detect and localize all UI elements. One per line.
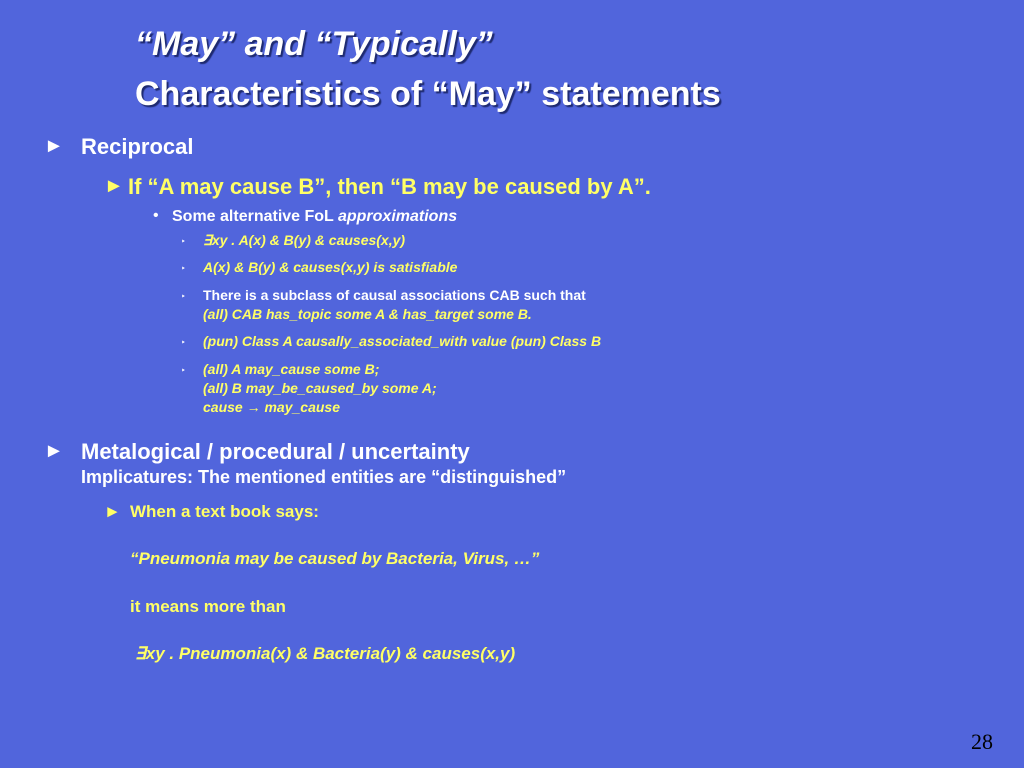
- bullet-if-statement: If “A may cause B”, then “B may be caused by A”.: [128, 174, 651, 199]
- alt-prefix-text: Some alternative FoL: [172, 208, 338, 225]
- sub-item-exists-formula: ∃xy . A(x) & B(y) & causes(x,y): [203, 232, 406, 248]
- slide-title-line1: “May” and “Typically”: [135, 25, 493, 63]
- bullet-reciprocal: Reciprocal: [81, 134, 194, 159]
- sub-item-pun-class: (pun) Class A causally_associated_with value (pun) Class B: [203, 333, 602, 349]
- cause-text: cause: [203, 399, 247, 415]
- bullet-arrow-icon: ►: [44, 135, 64, 157]
- sub-bullet-arrow-icon: ►: [104, 502, 121, 521]
- pneumonia-formula: ∃xy . Pneumonia(x) & Bacteria(y) & causes(x,y): [135, 644, 516, 663]
- means-more-than-text: it means more than: [130, 597, 286, 616]
- page-number: 28: [971, 729, 993, 754]
- triangle-bullet-icon: ‣: [181, 237, 186, 246]
- triangle-bullet-icon: ‣: [181, 366, 186, 375]
- may-cause-text: may_cause: [260, 399, 340, 415]
- triangle-bullet-icon: ‣: [181, 264, 186, 273]
- implicatures-text: Implicatures: The mentioned entities are “distinguished”: [81, 467, 567, 487]
- bullet-alternative-approximations: [172, 208, 457, 226]
- pneumonia-quote: “Pneumonia may be caused by Bacteria, Virus, …”: [130, 549, 540, 568]
- sub-item-satisfiable: A(x) & B(y) & causes(x,y) is satisfiable: [203, 259, 458, 275]
- bullet-arrow-icon: ►: [44, 440, 64, 462]
- triangle-bullet-icon: ‣: [181, 338, 186, 347]
- dot-bullet-icon: •: [153, 207, 159, 224]
- right-arrow-icon: →: [246, 399, 261, 415]
- sub-item-subclass-line2: (all) CAB has_topic some A & has_target some B.: [203, 306, 532, 322]
- bullet-metalogical: Metalogical / procedural / uncertainty: [81, 439, 470, 464]
- triangle-bullet-icon: ‣: [181, 292, 186, 301]
- sub-item-may-cause-line2: (all) B may_be_caused_by some A;: [203, 380, 437, 396]
- alt-emphasis-text: approximations: [337, 208, 458, 225]
- sub-item-subclass-line1: There is a subclass of causal associations CAB such that: [203, 287, 586, 303]
- sub-bullet-arrow-icon: ►: [104, 175, 124, 197]
- slide-title-line2: Characteristics of “May” statements: [135, 75, 721, 113]
- bullet-text-book: When a text book says:: [130, 502, 319, 521]
- sub-item-may-cause-line3: [203, 398, 340, 417]
- sub-item-may-cause-line1: (all) A may_cause some B;: [203, 361, 380, 377]
